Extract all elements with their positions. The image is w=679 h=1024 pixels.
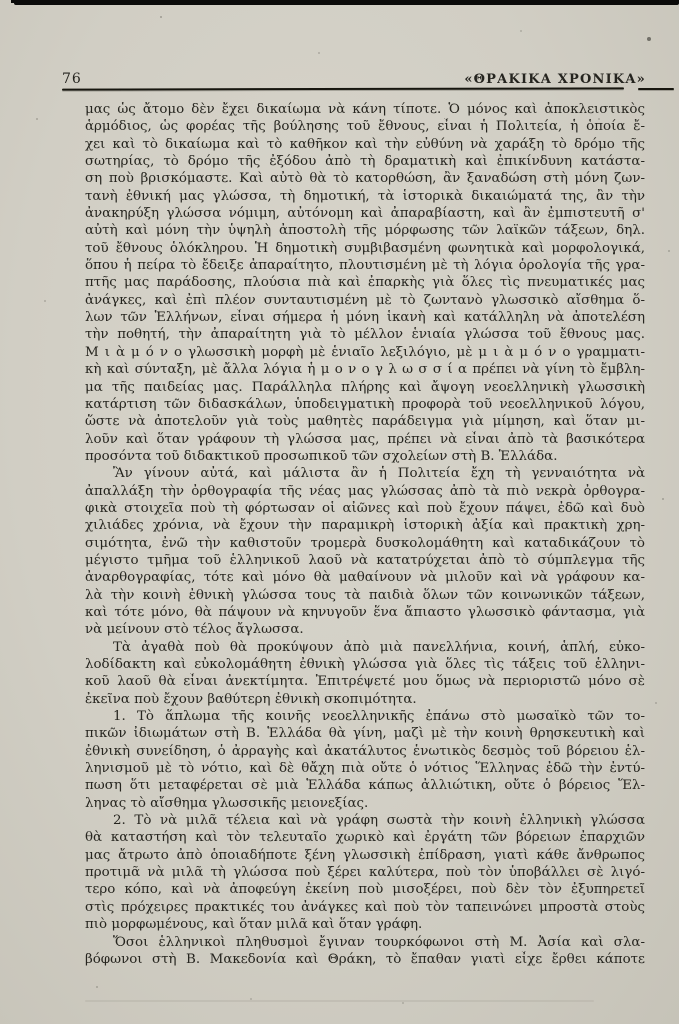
text-line: λοῦν καὶ ὅταν γράφουν τὴ γλώσσα μας, πρέπει νὰ εἶναι ἀπὸ τὰ βασικότερα — [85, 431, 645, 447]
text-line: αὐτὴ καὶ μόνη τὴν ὑψηλὴ ἀποστολὴ τῆς μόρφωσης τῶν λαϊκῶν τάξεων, δηλ. — [85, 223, 645, 239]
text-line: Ἂν γίνουν αὐτά, καὶ μάλιστα ἂν ἡ Πολιτεία ἔχη τὴ γενναιότητα νὰ — [113, 466, 645, 482]
text-line: κὴ καὶ σύνταξη, μὲ ἄλλα λόγια ἡ μ ο ν ο γ λ ω σ σ ί α πρέπει νὰ γίνη τὸ ἔμβλη- — [85, 362, 645, 378]
text-line: προσόντα τοῦ διδακτικοῦ προσωπικοῦ τῶν σχολείων στὴ Β. Ἑλλάδα. — [85, 448, 558, 464]
text-line: πιὸ μορφωμένους, καὶ ὅταν μιλᾶ καὶ ὅταν γράφη. — [85, 917, 423, 933]
page-number: 76 — [62, 71, 82, 87]
text-line: ληνισμοῦ μὲ τὸ νότιο, καὶ δὲ θἄχη πιὰ οὔτε ὁ νότιος Ἕλληνας ἐδῶ τὴν ἐντύ- — [85, 761, 645, 777]
text-line: μας ἄτρωτο ἀπὸ ὁποιαδήποτε ξένη γλωσσικὴ ἐπίδραση, γιατὶ κάθε ἄνθρωπος — [85, 847, 645, 863]
text-line: χει καὶ τὸ δικαίωμα καὶ τὸ καθῆκον καὶ τὴν εὐθύνη νὰ χαράξη τὸ δρόμο τῆς — [85, 136, 645, 152]
text-line: στὶς πρόχειρες πρακτικές του ἀνάγκες καὶ ποὺ τὸν ταπεινώνει μπροστὰ στοὺς — [85, 899, 645, 915]
text-line: κατάρτιση τῶν διδασκάλων, ὑποδειγματικὴ προφορὰ τοῦ νεοελληνικοῦ λόγου, — [85, 396, 645, 412]
text-line: ἀπαλλάξη τὴν ὀρθογραφία τῆς νέας μας γλώσσας ἀπὸ τὰ πιὸ νεκρὰ ὀρθογρα- — [85, 483, 645, 499]
text-line: ὅπου ἡ πείρα τὸ ἔδειξε ἀπαραίτητο, πλουτισμένη μὲ τὴ λόγια ὁρολογία τῆς γρα- — [85, 258, 645, 274]
header-rule — [62, 87, 624, 90]
text-line: βόφωνοι στὴ Β. Μακεδονία καὶ Θράκη, τὸ ἔπαθαν γιατὶ εἶχε ἔρθει κάποτε — [85, 951, 645, 967]
scan-speckles — [0, 0, 2, 2]
text-line: Ὅσοι ἑλληνικοὶ πληθυσμοὶ ἔγιναν τουρκόφωνοι στὴ Μ. Ἀσία καὶ σλα- — [113, 934, 645, 950]
journal-title: «ΘΡΑΚΙΚΑ ΧΡΟΝΙΚΑ» — [464, 72, 646, 87]
text-line: τανὴ ἐθνική μας γλώσσα, τὴ δημοτική, τὰ ἱστορικὰ δικαιώματά της, ἂν τὴν — [85, 188, 645, 204]
scan-smudge — [85, 1000, 594, 1002]
text-line: νὰ μείνουν στὸ τέλος ἄγλωσσα. — [85, 622, 304, 638]
text-line: μας ὡς ἄτομο δὲν ἔχει δικαίωμα νὰ κάνη τίποτε. Ὁ μόνος καὶ ἀποκλειστικὸς — [85, 102, 645, 117]
text-line: καὶ τότε μόνο, θὰ πάψουν νὰ κηνυγοῦν ἕνα ἄπιαστο γλωσσικὸ φάντασμα, γιὰ — [85, 604, 645, 620]
text-column — [85, 101, 645, 968]
text-line: Τὰ ἀγαθὰ ποὺ θὰ προκύψουν ἀπὸ μιὰ πανελλήνια, κοινή, ἁπλή, εὐκο- — [113, 639, 645, 655]
text-line: 1. Τὸ ἅπλωμα τῆς κοινῆς νεοελληνικῆς ἐπάνω στὸ μωσαϊκὸ τῶν το- — [113, 709, 645, 725]
text-line: κοῦ λαοῦ θὰ εἶναι ἀνεκτίμητα. Ἐπιτρέψετέ μου ὅμως νὰ περιοριστῶ μόνο σὲ — [85, 674, 645, 690]
text-line: ὥστε νὰ ἀποτελοῦν γιὰ τοὺς μαθητὲς παράδειγμα γιὰ μίμηση, καὶ ὅταν μι- — [85, 414, 645, 430]
scan-edge-bar — [14, 0, 679, 5]
text-line: πικῶν ἰδιωμάτων στὴ Β. Ἑλλάδα θὰ γίνη, μαζὶ μὲ τὴν κοινὴ θρησκευτικὴ καὶ — [85, 726, 645, 742]
text-line: τὴν ποθητή, τὴν ἀπαραίτητη γιὰ τὸ μέλλον ἑνιαία γλώσσα τοῦ ἔθνους μας. — [85, 327, 645, 343]
page-header — [62, 70, 648, 88]
text-line: ἀνακηρύξη γλώσσα νόμιμη, αὐτόνομη καὶ ἀπαραβίαστη, καὶ ἂν ἐμπιστευτῆ σ' — [85, 206, 645, 222]
header-rule-end — [638, 88, 674, 90]
text-line: ἐκεῖνα ποὺ ἔχουν βαθύτερη ἐθνικὴ σκοπιμότητα. — [85, 691, 417, 707]
text-line: λων τῶν Ἑλλήνων, εἶναι σήμερα ἡ μόνη ἱκανὴ καὶ κατάλληλη νὰ ἀποτελέση — [85, 310, 645, 326]
text-line: πωση ὅτι μεταφέρεται σὲ μιὰ Ἑλλάδα κάπως ἀλλιώτικη, οὔτε ὁ βόρειος Ἕλ- — [85, 778, 645, 794]
text-line: χιλιάδες χρόνια, νὰ ἔχουν τὴν παραμικρὴ ἱστορικὴ ἀξία καὶ πρακτικὴ χρη- — [85, 518, 645, 534]
text-line: ση ποὺ βρισκόμαστε. Καὶ αὐτὸ θὰ τὸ κατορθώση, ἂν ξαναδώση στὴ μόνη ζων- — [85, 171, 645, 187]
text-line: μέγιστο τμῆμα τοῦ ἑλληνικοῦ λαοῦ νὰ κατατρύχεται ἀπὸ τὸ σύμπλεγμα τῆς — [85, 552, 645, 568]
text-line: μα τῆς παιδείας μας. Παράλληλα πλήρης καὶ ἄψογη νεοελληνικὴ γλωσσικὴ — [85, 379, 645, 395]
text-line: σωτηρίας, τὸ δρόμο τῆς ἐξόδου ἀπὸ τὴ δραματικὴ καὶ ἐπικίνδυνη κατάστα- — [85, 154, 645, 170]
text-line: ἐθνικὴ συνείδηση, ὁ ἀρραγὴς καὶ ἀκατάλυτος ἑνωτικὸς δεσμὸς τοῦ βόρειου ἑλ- — [85, 743, 645, 759]
text-line: 2. Τὸ νὰ μιλᾶ τέλεια καὶ νὰ γράφη σωστὰ τὴν κοινὴ ἑλληνικὴ γλώσσα — [113, 813, 645, 829]
text-line: θὰ καταστήση καὶ τὸν τελευταῖο χωρικὸ καὶ ἐργάτη τῶν βόρειων ἐπαρχιῶν — [85, 830, 645, 846]
text-line: ἀνάγκες, καὶ ἐπὶ πλέον συνταυτισμένη μὲ τὸ ζωντανὸ γλωσσικὸ αἴσθημα ὅ- — [85, 292, 645, 308]
text-line: ἀναρθογραφίας, τότε καὶ μόνο θὰ μαθαίνουν νὰ μιλοῦν καὶ νὰ γράφουν κα- — [85, 570, 645, 586]
text-line: ληνας τὸ αἴσθημα γλωσσικῆς μειονεξίας. — [85, 795, 369, 811]
text-line: ἁρμόδιος, ὡς φορέας τῆς βούλησης τοῦ ἔθνους, εἶναι ἡ Πολιτεία, ἡ ὁποία ἔ- — [85, 119, 645, 135]
text-line: τοῦ ἔθνους ὁλόκληρου. Ἡ δημοτικὴ συμβιβασμένη φωνητικὰ καὶ μορφολογικά, — [85, 240, 645, 256]
text-line: προτιμᾶ νὰ μιλᾶ τὴ γλώσσα ποὺ ξέρει καλύτερα, ποὺ τὸν ὑποβάλλει σὲ λιγό- — [85, 865, 645, 881]
text-line: φικὰ στοιχεῖα ποὺ τὴ φόρτωσαν οἱ αἰῶνες καὶ ποὺ ἔχουν πάψει, ἐδῶ καὶ δυὸ — [85, 500, 645, 516]
text-line: πτῆς μας παράδοσης, πλούσια πιὰ καὶ ἐπαρκὴς γιὰ ὅλες τὶς πνευματικές μας — [85, 275, 645, 291]
text-line: τερο κόπο, καὶ νὰ ἀποφεύγη ἐκείνη ποὺ μισοξέρει, ποὺ δὲν τὸν ἐξυπηρετεῖ — [85, 882, 645, 898]
text-line: σιμότητα, ἐνῶ τὴν καθιστοῦν τρομερὰ δυσκολομάθητη καὶ καταδικάζουν τὸ — [85, 535, 645, 551]
text-line: λοδίδακτη καὶ εὐκολομάθητη ἐθνικὴ γλώσσα γιὰ ὅλες τὶς τάξεις τοῦ ἑλληνι- — [85, 657, 645, 672]
text-line: Μ ι ὰ μ ό ν ο γλωσσικὴ μορφὴ μὲ ἑνιαῖο λεξιλόγιο, μὲ μ ι ὰ μ ό ν ο γραμματι- — [85, 344, 645, 360]
text-line: λὰ τὴν κοινὴ ἐθνικὴ γλώσσα τους τὰ παιδιὰ ὅλων τῶν κοινωνικῶν τάξεων, — [85, 587, 645, 603]
